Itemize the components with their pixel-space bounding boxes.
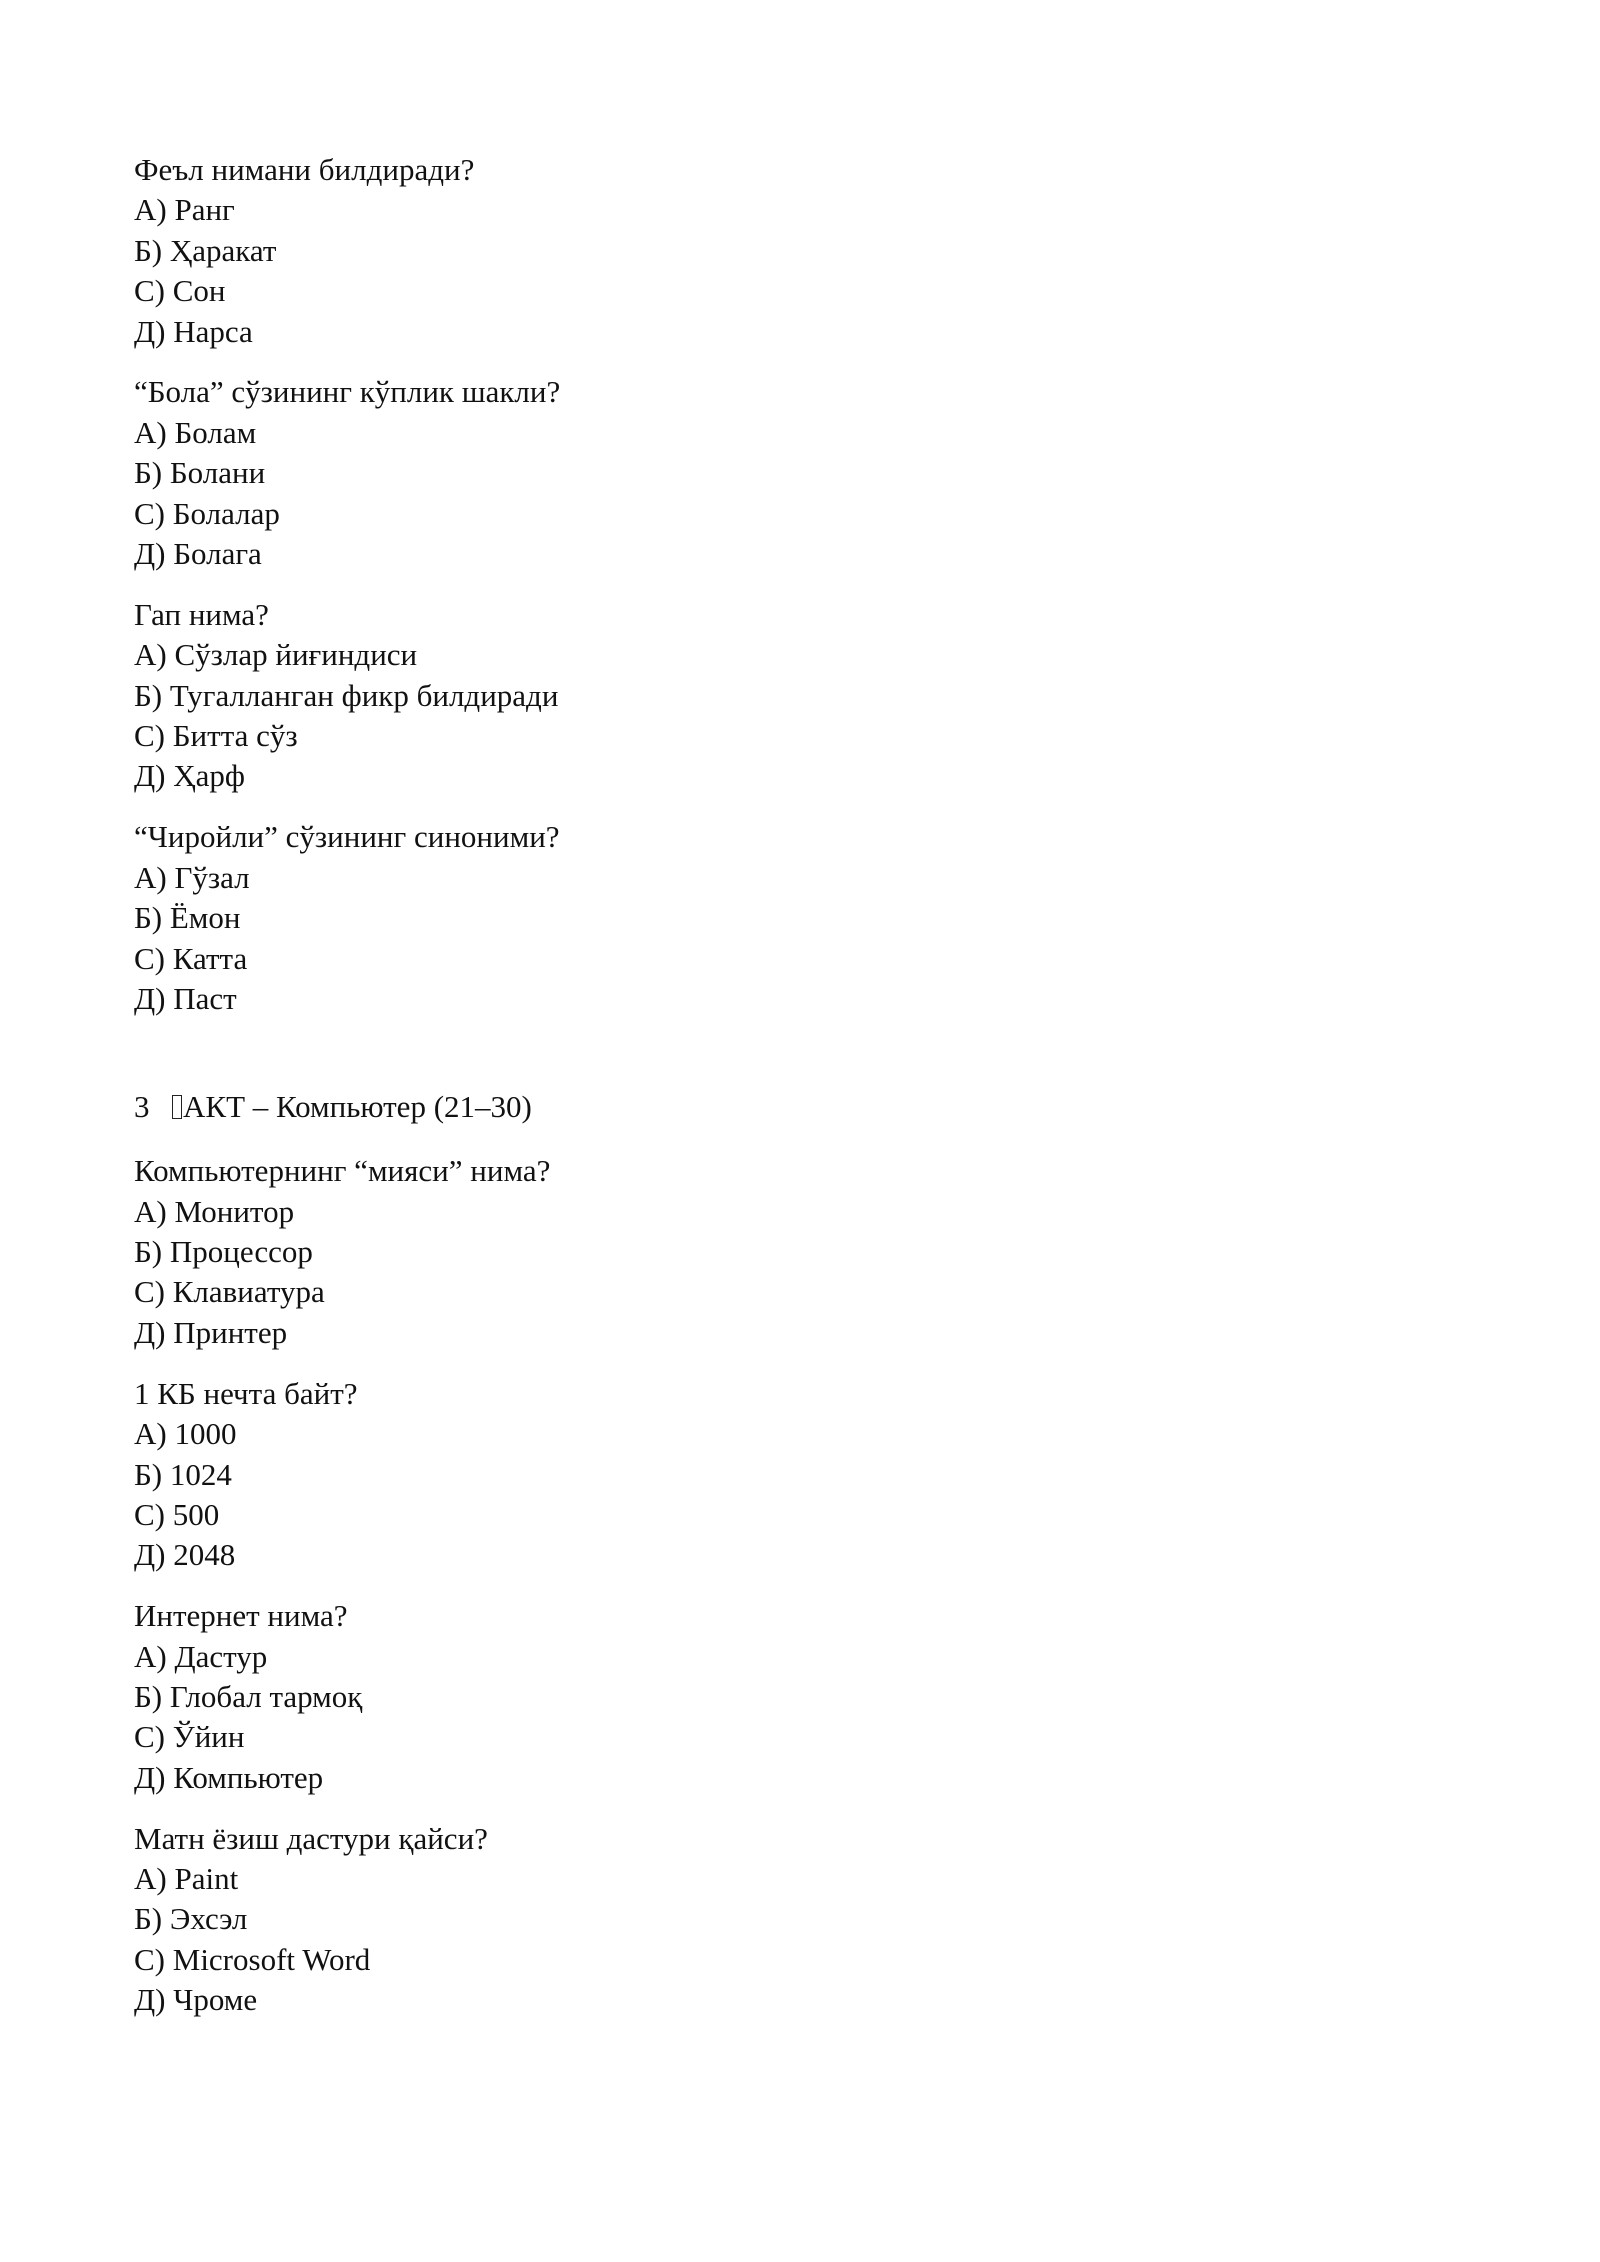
question-text: Феъл нимани билдиради? [134, 152, 475, 187]
missing-glyph-box-icon [172, 1095, 182, 1119]
answer-option: А) 1000 [134, 1416, 237, 1452]
question-block [134, 1374, 1494, 1576]
answer-option: А) Дастур [134, 1638, 268, 1674]
answer-option: С) Битта сўз [134, 718, 298, 754]
section-spacer [134, 1019, 1494, 1087]
answer-option: А) Монитор [134, 1193, 295, 1229]
question-block [134, 817, 1494, 1019]
answer-option: Д) Принтер [134, 1314, 288, 1350]
question-text: Компьютернинг “мияси” нима? [134, 1153, 551, 1189]
section-heading [134, 1087, 1494, 1127]
answer-option: С) Ўйин [134, 1719, 245, 1755]
section-number: 3 [134, 1089, 150, 1125]
question-text: Гап нима? [134, 596, 269, 632]
question-text: 1 КБ нечта байт? [134, 1375, 358, 1411]
question-text: “Чиройли” сўзининг синоними? [134, 819, 560, 855]
answer-option: С) Катта [134, 940, 248, 976]
question-text: Матн ёзиш дастури қайси? [134, 1820, 488, 1856]
answer-option: С) Сон [134, 273, 226, 309]
answer-option: Д) Ҳарф [134, 758, 245, 794]
answer-option: С) Болалар [134, 495, 280, 531]
answer-option: Д) Паст [134, 980, 237, 1016]
answer-option: С) 500 [134, 1496, 220, 1532]
answer-option: А) Paint [134, 1861, 239, 1897]
answer-option: Б) 1024 [134, 1456, 232, 1492]
question-text: “Бола” сўзининг кўплик шакли? [134, 374, 561, 410]
answer-option: Д) Нарса [134, 313, 253, 349]
answer-option: Д) 2048 [134, 1537, 236, 1573]
answer-option: А) Сўзлар йиғиндиси [134, 637, 418, 673]
question-block [134, 150, 1494, 352]
question-block [134, 372, 1494, 574]
document-page [134, 150, 1494, 2041]
answer-option: Б) Болани [134, 455, 266, 491]
answer-option: Б) Ҳаракат [134, 232, 277, 268]
answer-option: Б) Глобал тармоқ [134, 1679, 363, 1714]
answer-option: Б) Процессор [134, 1234, 313, 1270]
answer-option: Б) Тугалланган фикр билдиради [134, 677, 559, 713]
answer-option: А) Ранг [134, 192, 235, 228]
answer-option: А) Болам [134, 414, 257, 450]
answer-option: Б) Эхсэл [134, 1901, 248, 1937]
question-block [134, 1819, 1494, 2021]
answer-option: С) Клавиатура [134, 1274, 325, 1310]
question-block [134, 1151, 1494, 1353]
answer-option: Д) Чроме [134, 1982, 258, 2018]
section-title: АКТ – Компьютер (21–30) [183, 1089, 532, 1125]
answer-option: С) Microsoft Word [134, 1941, 371, 1977]
answer-option: Д) Компьютер [134, 1759, 324, 1795]
question-block [134, 595, 1494, 797]
answer-option: Б) Ёмон [134, 900, 241, 936]
question-text: Интернет нима? [134, 1598, 348, 1634]
answer-option: Д) Болага [134, 536, 262, 572]
answer-option: А) Гўзал [134, 859, 250, 895]
question-block [134, 1596, 1494, 1798]
